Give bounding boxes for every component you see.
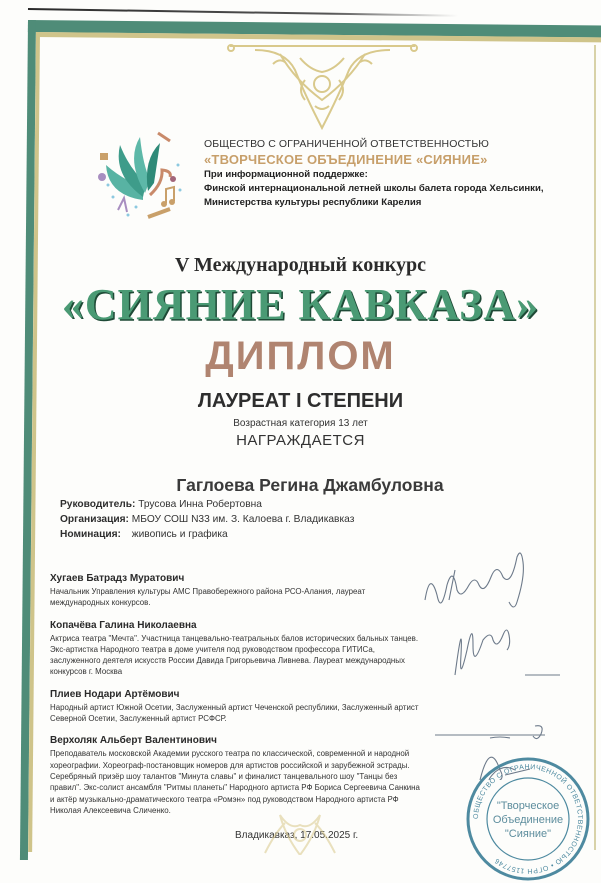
awarded-label: НАГРАЖДАЕТСЯ bbox=[236, 432, 365, 449]
ornament-bottom-icon bbox=[225, 805, 375, 855]
signatures-icon bbox=[415, 550, 595, 780]
support-line-2: Министерства культуры республики Карелия bbox=[204, 197, 422, 208]
organization-value: МБОУ СОШ N33 им. З. Калоева г. Владикавказ bbox=[131, 514, 355, 525]
jury-member bbox=[50, 573, 425, 609]
age-category: Возрастная категория 13 лет bbox=[233, 418, 368, 429]
contest-title: «СИЯНИЕ КАВКАЗА» bbox=[61, 280, 540, 329]
award-details bbox=[60, 497, 354, 542]
city-date: Владикавказ, 17.05.2025 г. bbox=[235, 830, 359, 841]
jury-member-description: Преподаватель московской Академии русского театра по классической, современной и народной хореографии. Хореограф-постановщик номеров для артистов российской и зарубежной эстрады. Серебряный призёр шоу талантов "Минута славы" и финалист танцевального шоу "Танцы без правил". Экс-солист ансамбля "Ритмы планеты" Народного артиста РФ Бориса Сергеевича Санкина и актёр музыкально-драматического театра «Ромэн» под руководством Народного артиста РФ Николая Алексеевича Сличенко. bbox=[50, 749, 420, 815]
support-label: При информационной поддержке: bbox=[204, 169, 368, 180]
jury-member bbox=[50, 620, 425, 678]
leader-label: Руководитель: bbox=[60, 499, 136, 510]
laureate-degree: ЛАУРЕАТ I СТЕПЕНИ bbox=[197, 390, 404, 412]
jury-member-description: Актриса театра "Мечта". Участница танцевально-театральных балов исторических бальных танцев. Экс-артистка Народного театра в доме учителя под руководством профессора ГИТИСа, заслуженного деятеля искусств России Давида Григорьевича Ливнева. Лауреат международных конкурсов г. Москва bbox=[50, 633, 419, 677]
stamp-ring-text: ОБЩЕСТВО С ОГРАНИЧЕННОЙ ОТВЕТСТВЕННОСТЬЮ • ОГРН 1157746 bbox=[472, 763, 584, 875]
company-stamp-icon bbox=[464, 755, 592, 883]
nomination-value: живопись и графика bbox=[131, 529, 228, 540]
org-name: «ТВОРЧЕСКОЕ ОБЪЕДИНЕНИЕ «СИЯНИЕ» bbox=[204, 152, 488, 167]
leader-row bbox=[60, 497, 354, 512]
jury-list bbox=[50, 573, 425, 827]
company-logo-icon bbox=[88, 125, 198, 225]
support-line-1: Финской интернациональной летней школы балета города Хельсинки, bbox=[204, 183, 544, 194]
recipient-name: Гаглоева Регина Джамбуловна bbox=[176, 475, 444, 495]
jury-member-name: Плиев Нодари Артёмович bbox=[50, 688, 180, 700]
diploma-title: ДИПЛОМ bbox=[205, 334, 396, 378]
jury-member-name: Копачёва Галина Николаевна bbox=[50, 619, 197, 631]
jury-member-name: Верхоляк Альберт Валентинович bbox=[50, 735, 217, 747]
organization-header bbox=[204, 138, 599, 209]
nomination-row bbox=[60, 527, 354, 542]
stamp-line-2: Объединение bbox=[492, 814, 564, 826]
stamp-line-1: "Творческое bbox=[496, 800, 560, 812]
jury-member-description: Начальник Управления культуры АМС Правобережного района РСО-Алания, лауреат международных конкурсов. bbox=[50, 587, 366, 608]
organization-label: Организация: bbox=[60, 514, 129, 525]
stamp-line-3: "Сияние" bbox=[504, 828, 552, 840]
ornament-top-icon bbox=[225, 40, 420, 132]
scan-edge-line bbox=[28, 8, 458, 17]
jury-member bbox=[50, 689, 425, 725]
nomination-label: Номинация: bbox=[60, 529, 121, 540]
organization-row bbox=[60, 512, 354, 527]
jury-member-name: Хугаев Батрадз Муратович bbox=[50, 573, 185, 584]
contest-edition: V Международный конкурс bbox=[174, 254, 427, 276]
jury-member-description: Народный артист Южной Осетии, Заслуженный артист Чеченской республики, Заслуженный артист Северной Осетии, Заслуженный артист РСФСР. bbox=[50, 702, 419, 724]
org-type: ОБЩЕСТВО С ОГРАНИЧЕННОЙ ОТВЕТСТВЕННОСТЬЮ bbox=[204, 138, 490, 150]
leader-value: Трусова Инна Робертовна bbox=[138, 499, 262, 510]
